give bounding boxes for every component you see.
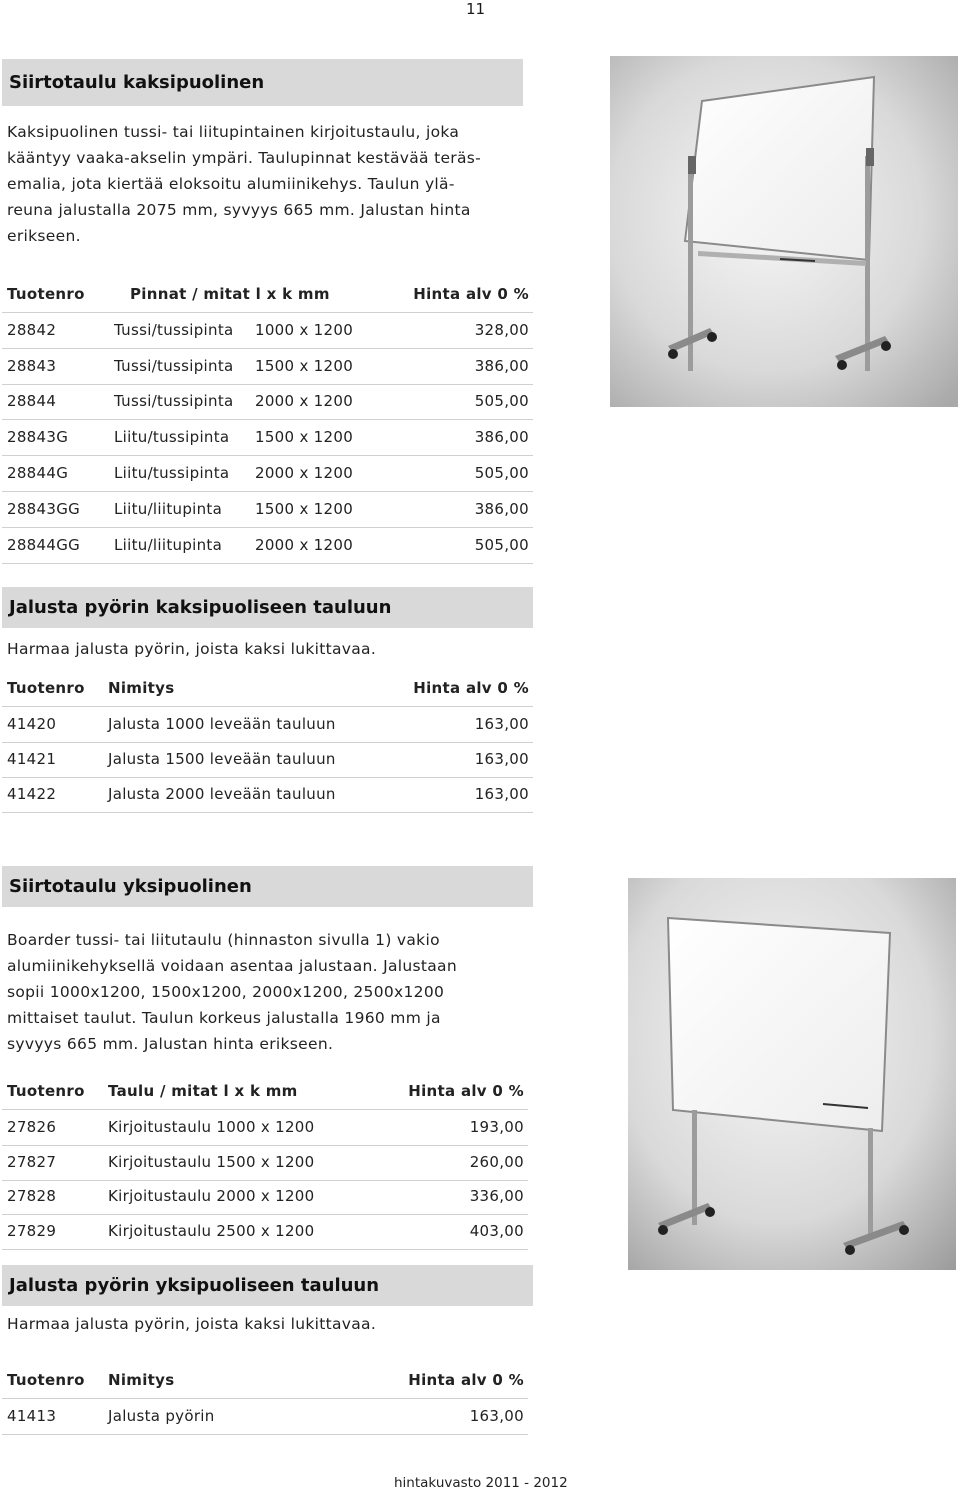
product-number: 41413 xyxy=(7,1407,57,1425)
surface: Liitu/tussipinta xyxy=(114,428,230,446)
desc-line: alumiinikehyksellä voidaan asentaa jalustaan. Jalustaan xyxy=(7,957,457,975)
price: 163,00 xyxy=(469,1407,524,1425)
product-name: Kirjoitustaulu 1000 x 1200 xyxy=(108,1118,315,1136)
product-name: Jalusta 1000 leveään tauluun xyxy=(108,715,336,733)
table-header xyxy=(2,1073,528,1110)
dimensions: 1500 x 1200 xyxy=(255,500,354,518)
table-row xyxy=(2,1398,528,1435)
surface: Liitu/liitupinta xyxy=(114,536,223,554)
product-number: 27829 xyxy=(7,1222,57,1240)
price: 336,00 xyxy=(469,1187,524,1205)
table-row xyxy=(2,1109,528,1146)
col-header-hinta: Hinta alv 0 % xyxy=(408,1082,524,1100)
section-title-jalusta-yksipuolinen: Jalusta pyörin yksipuoliseen tauluun xyxy=(2,1265,533,1306)
col-header-pinnat: Pinnat / mitat l x k mm xyxy=(130,285,330,303)
product-number: 28843GG xyxy=(7,500,81,518)
table-row xyxy=(2,706,533,743)
product-number: 28843 xyxy=(7,357,57,375)
dimensions: 2000 x 1200 xyxy=(255,464,354,482)
price: 386,00 xyxy=(474,500,529,518)
product-number: 41421 xyxy=(7,750,57,768)
section-description xyxy=(7,927,457,1057)
product-name: Kirjoitustaulu 1500 x 1200 xyxy=(108,1153,315,1171)
product-number: 41420 xyxy=(7,715,57,733)
product-name: Jalusta 1500 leveään tauluun xyxy=(108,750,336,768)
col-header-tuotenro: Tuotenro xyxy=(7,679,85,697)
table-header xyxy=(2,670,533,707)
product-number: 28842 xyxy=(7,321,57,339)
desc-line: Boarder tussi- tai liitutaulu (hinnaston sivulla 1) vakio xyxy=(7,931,440,949)
product-photo-single-sided-whiteboard xyxy=(628,878,956,1270)
dimensions: 2000 x 1200 xyxy=(255,536,354,554)
price: 505,00 xyxy=(474,392,529,410)
product-number: 27827 xyxy=(7,1153,57,1171)
surface: Liitu/liitupinta xyxy=(114,500,223,518)
col-header-hinta: Hinta alv 0 % xyxy=(413,679,529,697)
table-row xyxy=(2,1178,528,1215)
product-number: 27826 xyxy=(7,1118,57,1136)
table-row xyxy=(2,455,533,492)
table-row xyxy=(2,776,533,813)
section-title-jalusta-kaksipuolinen: Jalusta pyörin kaksipuoliseen tauluun xyxy=(2,587,533,628)
dimensions: 2000 x 1200 xyxy=(255,392,354,410)
dimensions: 1500 x 1200 xyxy=(255,357,354,375)
table-row xyxy=(2,312,533,349)
col-header-tuotenro: Tuotenro xyxy=(7,1371,85,1389)
price: 505,00 xyxy=(474,536,529,554)
footer-catalog-year: hintakuvasto 2011 - 2012 xyxy=(394,1475,568,1491)
desc-line: sopii 1000x1200, 1500x1200, 2000x1200, 2500x1200 xyxy=(7,983,445,1001)
price: 386,00 xyxy=(474,428,529,446)
price: 260,00 xyxy=(469,1153,524,1171)
col-header-hinta: Hinta alv 0 % xyxy=(413,285,529,303)
section-title-kaksipuolinen: Siirtotaulu kaksipuolinen xyxy=(2,59,523,106)
col-header-nimitys: Nimitys xyxy=(108,679,175,697)
col-header-hinta: Hinta alv 0 % xyxy=(408,1371,524,1389)
col-header-nimitys: Nimitys xyxy=(108,1371,175,1389)
table-row xyxy=(2,1144,528,1181)
price: 163,00 xyxy=(474,750,529,768)
price: 163,00 xyxy=(474,715,529,733)
surface: Liitu/tussipinta xyxy=(114,464,230,482)
price: 403,00 xyxy=(469,1222,524,1240)
price: 386,00 xyxy=(474,357,529,375)
table-row xyxy=(2,348,533,385)
surface: Tussi/tussipinta xyxy=(114,321,234,339)
col-header-taulu: Taulu / mitat l x k mm xyxy=(108,1082,298,1100)
table-row xyxy=(2,491,533,528)
surface: Tussi/tussipinta xyxy=(114,357,234,375)
price: 193,00 xyxy=(469,1118,524,1136)
product-name: Kirjoitustaulu 2000 x 1200 xyxy=(108,1187,315,1205)
desc-line: mittaiset taulut. Taulun korkeus jalustalla 1960 mm ja xyxy=(7,1009,441,1027)
section-description: Harmaa jalusta pyörin, joista kaksi lukittavaa. xyxy=(7,640,377,658)
desc-line: syvyys 665 mm. Jalustan hinta erikseen. xyxy=(7,1035,334,1053)
surface: Tussi/tussipinta xyxy=(114,392,234,410)
table-row xyxy=(2,1213,528,1250)
product-number: 28844 xyxy=(7,392,57,410)
desc-line: kääntyy vaaka-akselin ympäri. Taulupinnat kestävää teräs- xyxy=(7,149,482,167)
product-number: 41422 xyxy=(7,785,57,803)
dimensions: 1500 x 1200 xyxy=(255,428,354,446)
product-photo-double-sided-whiteboard xyxy=(610,56,958,407)
desc-line: Kaksipuolinen tussi- tai liitupintainen kirjoitustaulu, joka xyxy=(7,123,460,141)
table-header xyxy=(2,1362,528,1399)
product-number: 28844GG xyxy=(7,536,81,554)
col-header-tuotenro: Tuotenro xyxy=(7,1082,85,1100)
product-number: 27828 xyxy=(7,1187,57,1205)
section-description xyxy=(7,119,481,249)
col-header-tuotenro: Tuotenro xyxy=(7,285,85,303)
price: 328,00 xyxy=(474,321,529,339)
section-title-yksipuolinen: Siirtotaulu yksipuolinen xyxy=(2,866,533,907)
page-number: 11 xyxy=(466,0,486,18)
table-row xyxy=(2,419,533,456)
desc-line: emalia, jota kiertää eloksoitu alumiinikehys. Taulun ylä- xyxy=(7,175,455,193)
section-description: Harmaa jalusta pyörin, joista kaksi lukittavaa. xyxy=(7,1315,377,1333)
dimensions: 1000 x 1200 xyxy=(255,321,354,339)
product-number: 28844G xyxy=(7,464,69,482)
table-row xyxy=(2,383,533,420)
desc-line: reuna jalustalla 2075 mm, syvyys 665 mm. Jalustan hinta xyxy=(7,201,471,219)
price: 505,00 xyxy=(474,464,529,482)
price: 163,00 xyxy=(474,785,529,803)
product-name: Jalusta 2000 leveään tauluun xyxy=(108,785,336,803)
product-number: 28843G xyxy=(7,428,69,446)
table-row xyxy=(2,741,533,778)
product-name: Kirjoitustaulu 2500 x 1200 xyxy=(108,1222,315,1240)
table-header xyxy=(2,276,533,313)
desc-line: erikseen. xyxy=(7,227,81,245)
table-row xyxy=(2,527,533,564)
product-name: Jalusta pyörin xyxy=(108,1407,215,1425)
